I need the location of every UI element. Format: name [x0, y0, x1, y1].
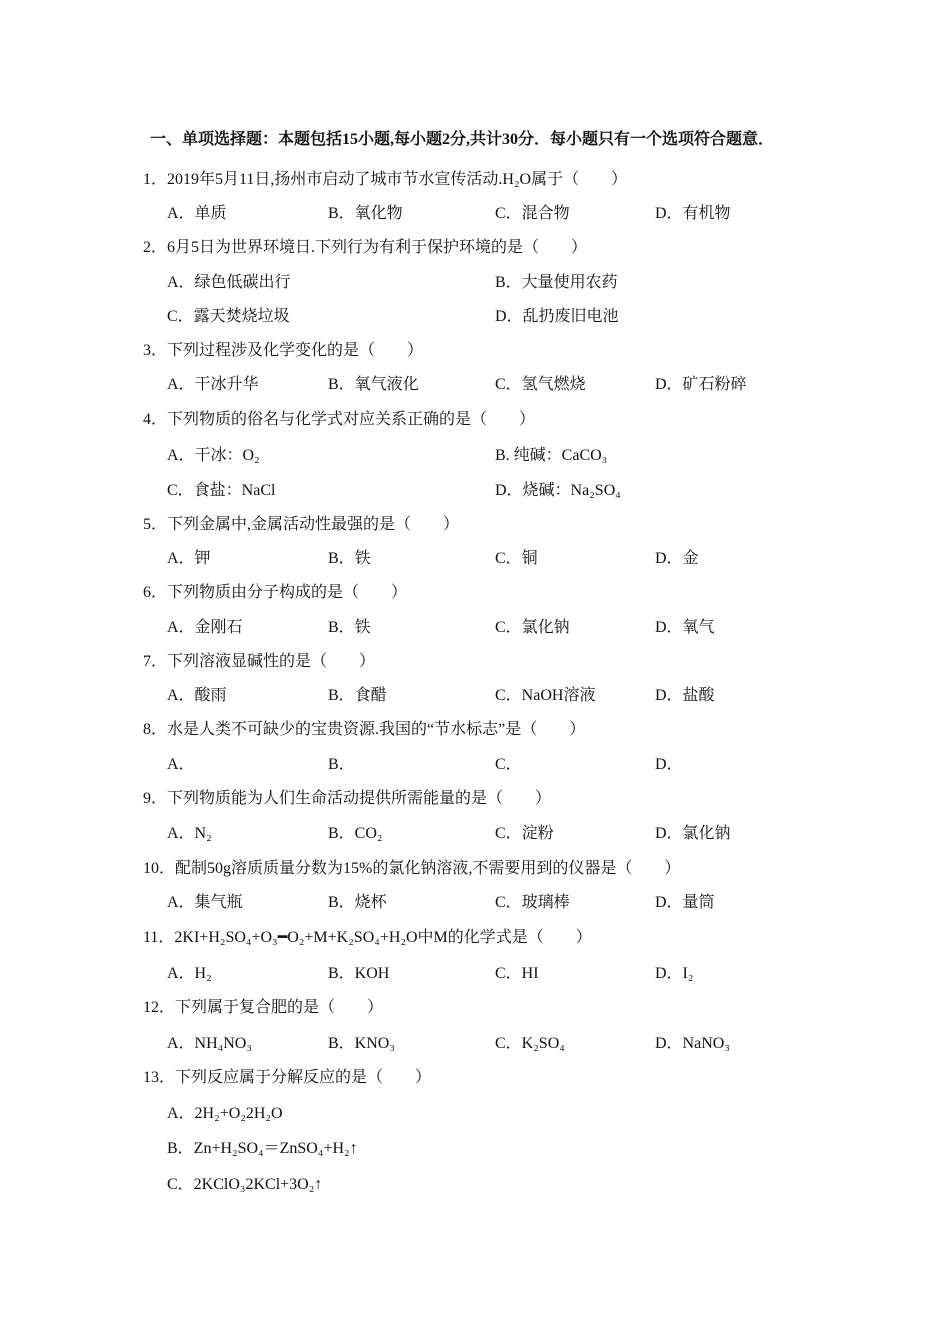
option-b[interactable]: B．食醋 — [328, 687, 387, 704]
option-a[interactable]: A．绿色低碳出行 — [167, 274, 291, 291]
option-b[interactable]: B．CO₂ — [328, 825, 383, 842]
question-13-option-c-row — [167, 1171, 887, 1193]
question-2-options-row1 — [167, 269, 887, 291]
option-c[interactable]: C．2KClO₃2KCl+3O₂↑ — [167, 1176, 323, 1193]
question-9-stem: 9．下列物质能为人们生命活动提供所需能量的是（ ） — [143, 790, 552, 807]
option-a[interactable]: A．N₂ — [167, 825, 212, 842]
option-a[interactable]: A．金刚石 — [167, 619, 243, 636]
option-b[interactable]: B．Zn+H₂SO₄＝ZnSO₄+H₂↑ — [167, 1140, 358, 1157]
option-c[interactable]: C．氯化钠 — [495, 619, 570, 636]
option-a[interactable]: A．钾 — [167, 550, 211, 567]
option-d[interactable]: D．氧气 — [655, 619, 715, 636]
question-7-options — [167, 682, 887, 704]
option-c[interactable]: C． — [495, 756, 522, 773]
question-1-options — [167, 200, 887, 222]
option-c[interactable]: C．露天焚烧垃圾 — [167, 308, 290, 325]
question-11-stem: 11．2KI+H₂SO₄+O₃━O₂+M+K₂SO₄+H₂O中M的化学式是（ ） — [143, 929, 592, 946]
question-4-options-row2 — [167, 477, 887, 499]
option-c[interactable]: C．氢气燃烧 — [495, 376, 586, 393]
question-13-option-b-row — [167, 1135, 887, 1157]
option-d[interactable]: D．金 — [655, 550, 699, 567]
option-b[interactable]: B．KOH — [328, 965, 390, 982]
option-a[interactable]: A．2H₂+O₂2H₂O — [167, 1105, 283, 1122]
option-d[interactable]: D．乱扔废旧电池 — [495, 308, 619, 325]
question-13-option-a-row — [167, 1100, 887, 1122]
option-b[interactable]: B．铁 — [328, 619, 371, 636]
question-10-options — [167, 889, 887, 911]
option-b[interactable]: B. 纯碱：CaCO₃ — [495, 447, 608, 464]
option-a[interactable]: A．H₂ — [167, 965, 212, 982]
option-d[interactable]: D．NaNO₃ — [655, 1035, 730, 1052]
option-d[interactable]: D．氯化钠 — [655, 825, 731, 842]
section-title: 一、单项选择题：本题包括15小题,每小题2分,共计30分．每小题只有一个选项符合题意． — [150, 131, 775, 148]
option-c[interactable]: C．玻璃棒 — [495, 894, 570, 911]
option-b[interactable]: B．KNO₃ — [328, 1035, 395, 1052]
option-b[interactable]: B．铁 — [328, 550, 371, 567]
question-12-stem: 12．下列属于复合肥的是（ ） — [143, 999, 384, 1016]
option-c[interactable]: C．混合物 — [495, 205, 570, 222]
option-c[interactable]: C．HI — [495, 965, 539, 982]
option-a[interactable]: A．单质 — [167, 205, 227, 222]
question-4-stem: 4．下列物质的俗名与化学式对应关系正确的是（ ） — [143, 411, 536, 428]
option-c[interactable]: C．淀粉 — [495, 825, 554, 842]
question-2-stem: 2．6月5日为世界环境日.下列行为有利于保护环境的是（ ） — [143, 239, 588, 256]
option-d[interactable]: D．有机物 — [655, 205, 731, 222]
question-8-stem: 8．水是人类不可缺少的宝贵资源.我国的“节水标志”是（ ） — [143, 721, 586, 738]
option-b[interactable]: B．氧气液化 — [328, 376, 419, 393]
option-b[interactable]: B．烧杯 — [328, 894, 387, 911]
option-a[interactable]: A．NH₄NO₃ — [167, 1035, 252, 1052]
question-4-options-row1 — [167, 442, 887, 464]
question-10-stem: 10．配制50g溶质质量分数为15%的氯化钠溶液,不需要用到的仪器是（ ） — [143, 860, 681, 877]
question-6-options — [167, 614, 887, 636]
question-12-options — [167, 1030, 887, 1052]
option-d[interactable]: D．盐酸 — [655, 687, 715, 704]
option-a[interactable]: A．集气瓶 — [167, 894, 243, 911]
question-8-options — [167, 751, 887, 773]
option-d[interactable]: D．矿石粉碎 — [655, 376, 747, 393]
option-c[interactable]: C．铜 — [495, 550, 538, 567]
option-c[interactable]: C．K₂SO₄ — [495, 1035, 565, 1052]
option-b[interactable]: B． — [328, 756, 355, 773]
option-b[interactable]: B．大量使用农药 — [495, 274, 618, 291]
question-11-options — [167, 960, 887, 982]
question-7-stem: 7．下列溶液显碱性的是（ ） — [143, 653, 376, 670]
question-6-stem: 6．下列物质由分子构成的是（ ） — [143, 584, 408, 601]
question-3-stem: 3．下列过程涉及化学变化的是（ ） — [143, 342, 424, 359]
option-d[interactable]: D．I₂ — [655, 965, 694, 982]
option-d[interactable]: D． — [655, 756, 683, 773]
question-2-options-row2 — [167, 303, 887, 325]
option-c[interactable]: C．食盐：NaCl — [167, 482, 276, 499]
option-a[interactable]: A．干冰：O₂ — [167, 447, 260, 464]
option-d[interactable]: D．烧碱：Na₂SO₄ — [495, 482, 621, 499]
option-c[interactable]: C．NaOH溶液 — [495, 687, 596, 704]
question-1-stem: 1．2019年5月11日,扬州市启动了城市节水宣传活动.H₂O属于（ ） — [143, 171, 628, 188]
option-a[interactable]: A．干冰升华 — [167, 376, 259, 393]
question-5-stem: 5．下列金属中,金属活动性最强的是（ ） — [143, 516, 460, 533]
question-9-options — [167, 820, 887, 842]
option-a[interactable]: A．酸雨 — [167, 687, 227, 704]
option-a[interactable]: A． — [167, 756, 195, 773]
question-3-options — [167, 371, 887, 393]
option-b[interactable]: B．氧化物 — [328, 205, 403, 222]
question-13-stem: 13．下列反应属于分解反应的是（ ） — [143, 1069, 432, 1086]
option-d[interactable]: D．量筒 — [655, 894, 715, 911]
question-5-options — [167, 545, 887, 567]
